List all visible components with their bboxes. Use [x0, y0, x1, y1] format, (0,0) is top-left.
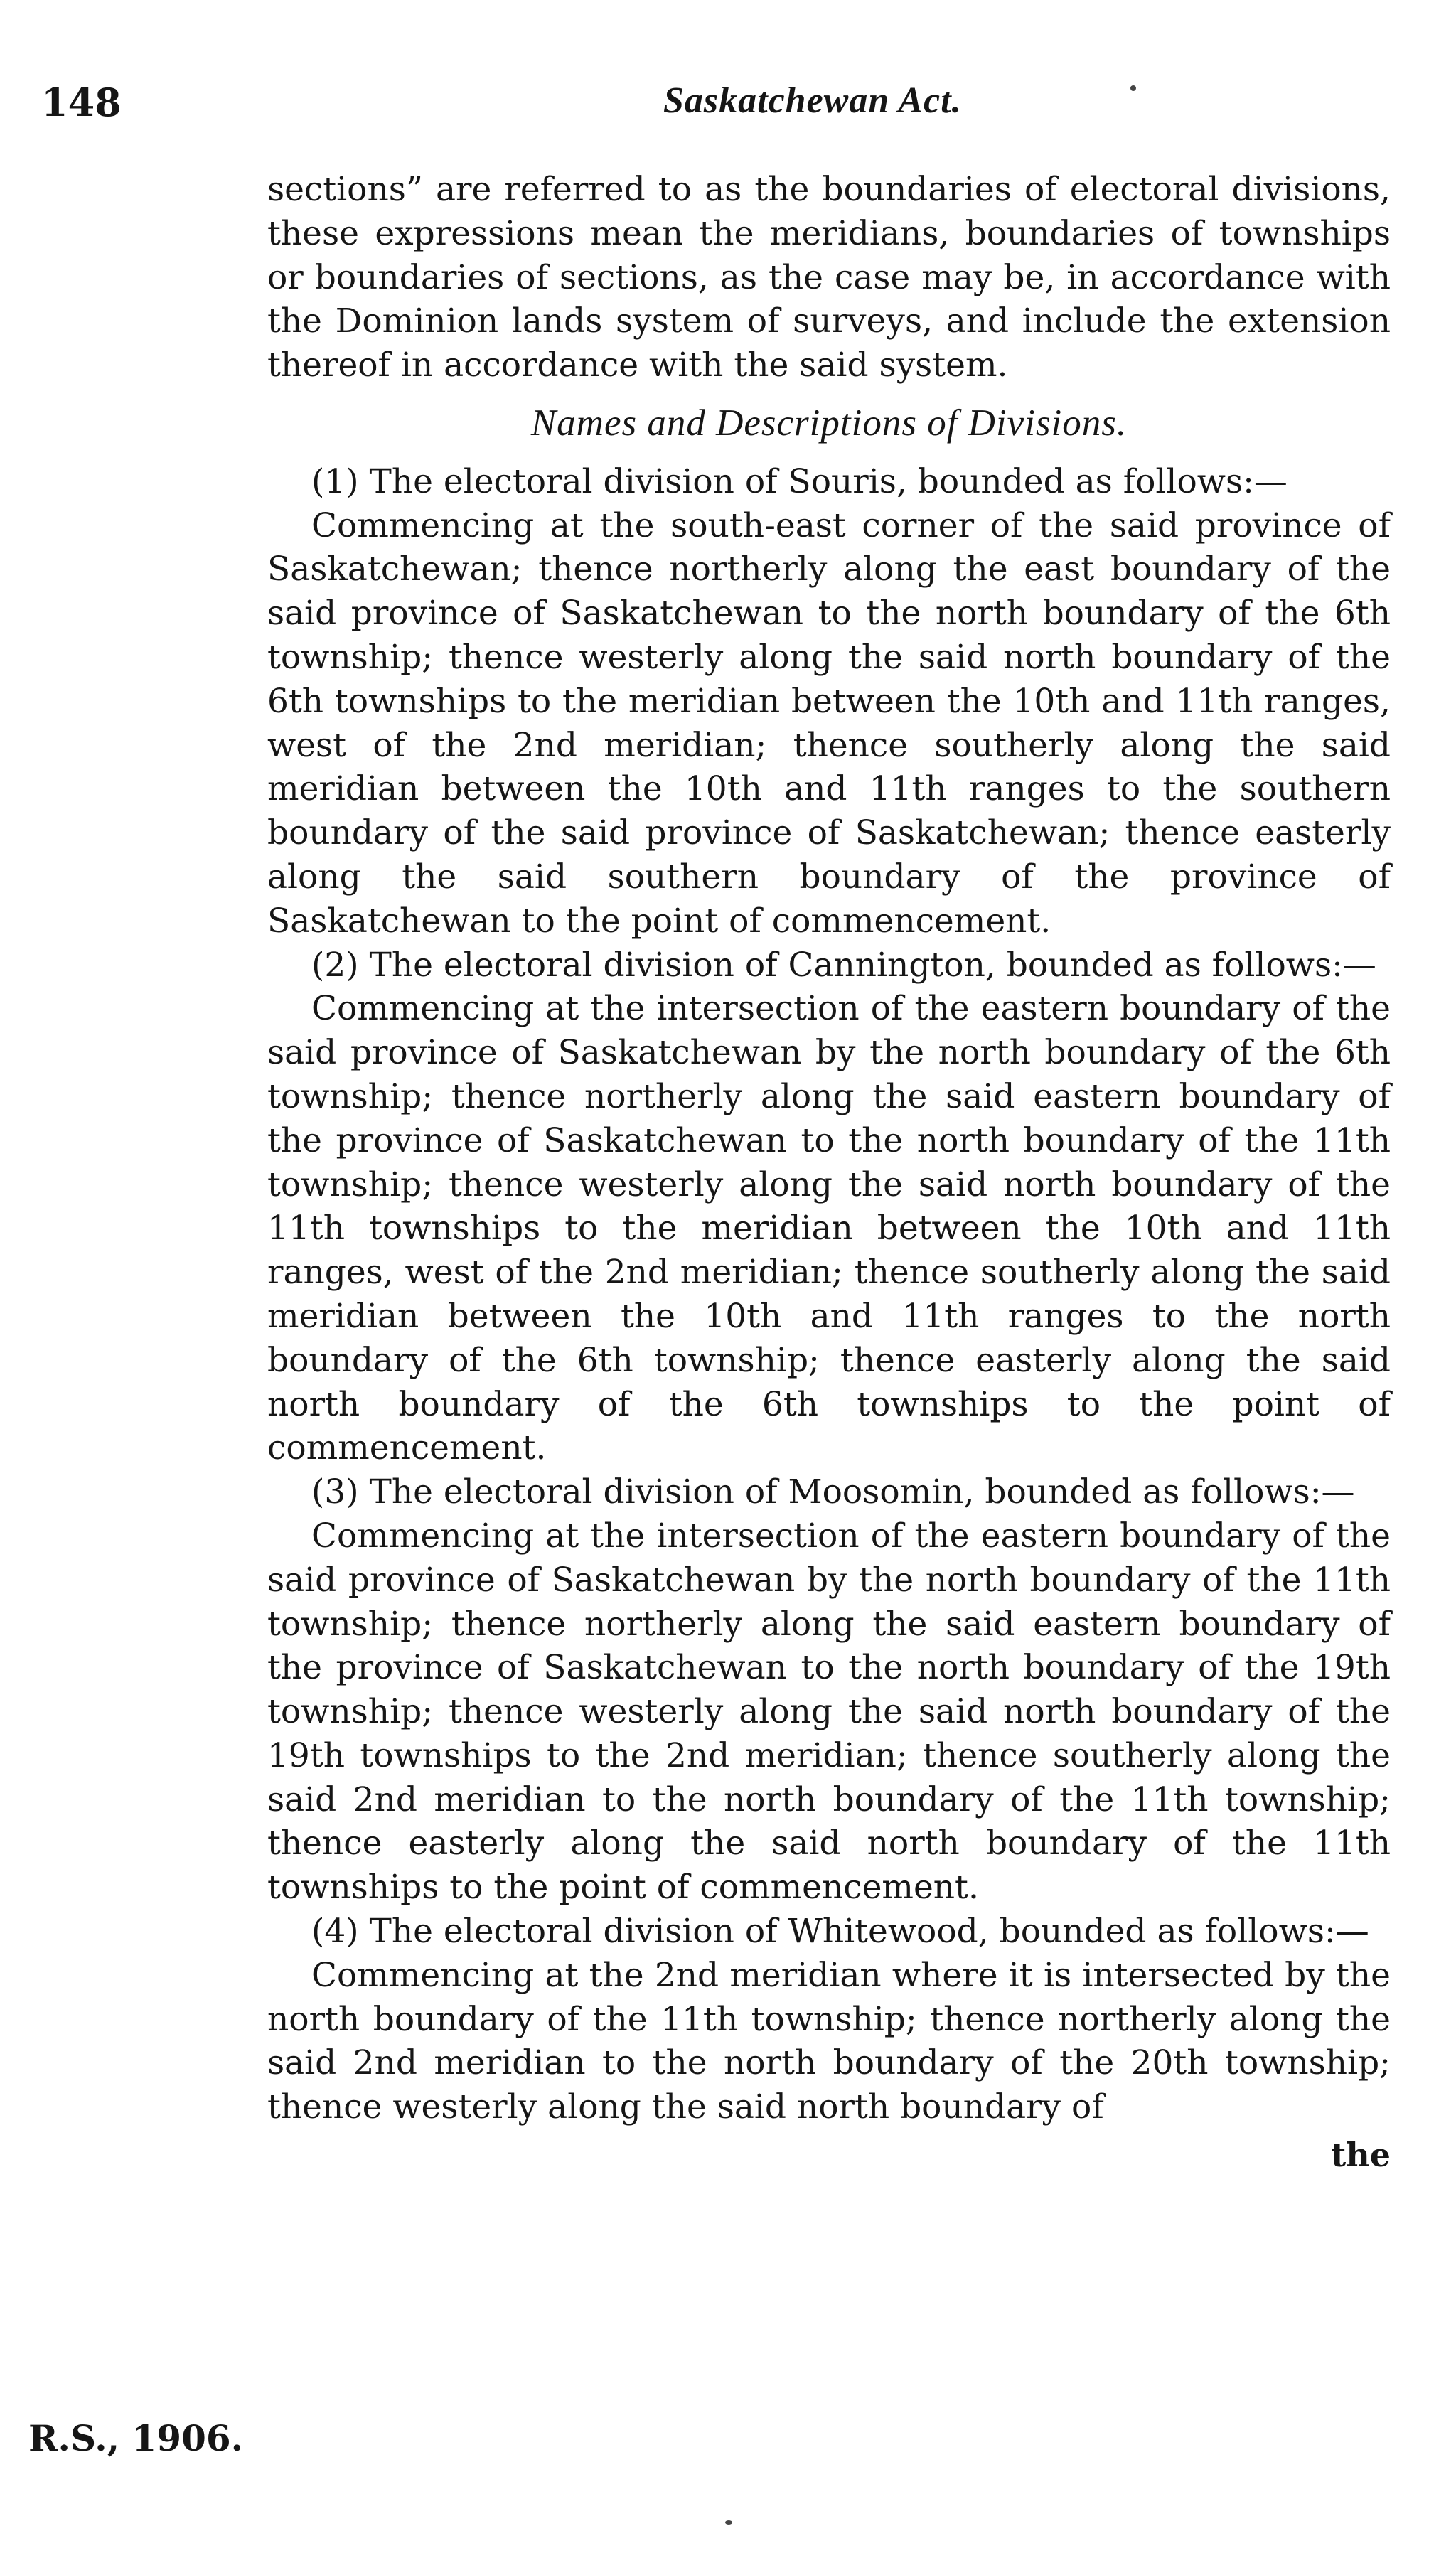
division-2-heading: (2) The electoral division of Cannington, bounded as follows:— [311, 945, 1376, 985]
division-1-heading: (1) The electoral division of Souris, bounded as follows:— [311, 461, 1288, 501]
division-2-description: Commencing at the intersection of the eastern boundary of the said province of Saskatchewan by the north boundary of the 6th township; thence northerly along the said eastern boundary of the province of Saskatchewan to the north boundary of the 11th township; thence westerly along the said north boundary of the 11th townships to the meridian between the 10th and 11th ranges, west of the 2nd meridian; thence southerly along the said meridian between the 10th and 11th ranges to the north boundary of the 6th township; thence easterly along the said north boundary of the 6th townships to the point of commencement. [267, 989, 1391, 1468]
catchword: the [1331, 2136, 1391, 2175]
division-3-heading: (3) The electoral division of Moosomin, bounded as follows:— [311, 1472, 1355, 1512]
print-speck [725, 2520, 732, 2525]
page-header [41, 80, 1392, 137]
print-speck [1130, 85, 1136, 91]
section-heading: Names and Descriptions of Divisions. [530, 402, 1128, 444]
page-number: 148 [41, 80, 122, 125]
page-body [267, 168, 1391, 2178]
footer-note: R.S., 1906. [28, 2417, 244, 2459]
division-4-heading: (4) The electoral division of Whitewood, bounded as follows:— [311, 1912, 1369, 1952]
division-1-description: Commencing at the south-east corner of the said province of Saskatchewan; thence northerly along the east boundary of the said province of Saskatchewan to the north boundary of the 6th township; thence westerly along the said north boundary of the 6th townships to the meridian between the 10th and 11th ranges, west of the 2nd meridian; thence southerly along the said meridian between the 10th and 11th ranges to the southern boundary of the said province of Saskatchewan; thence easterly along the said southern boundary of the province of Saskatchewan to the point of commencement. [267, 505, 1391, 941]
division-4-description: Commencing at the 2nd meridian where it is intersected by the north boundary of the 11th township; thence northerly along the said 2nd meridian to the north boundary of the 20th township; thence westerly along the said north boundary of [267, 1955, 1391, 2127]
division-3-description: Commencing at the intersection of the eastern boundary of the said province of Saskatchewan by the north boundary of the 11th township; thence northerly along the said eastern boundary of the province of Saskatchewan to the north boundary of the 19th township; thence westerly along the said north boundary of the 19th townships to the 2nd meridian; thence southerly along the said 2nd meridian to the north boundary of the 11th township; thence easterly along the said north boundary of the 11th townships to the point of commencement. [267, 1516, 1391, 1907]
intro-paragraph: sections” are referred to as the boundaries of electoral divisions, these expressions mean the meridians, boundaries of townships or boundaries of sections, as the case may be, in accordance with the Dominion lands system of surveys, and include the extension thereof in accordance with the said system. [267, 170, 1391, 385]
running-title: Saskatchewan Act. [663, 80, 962, 121]
